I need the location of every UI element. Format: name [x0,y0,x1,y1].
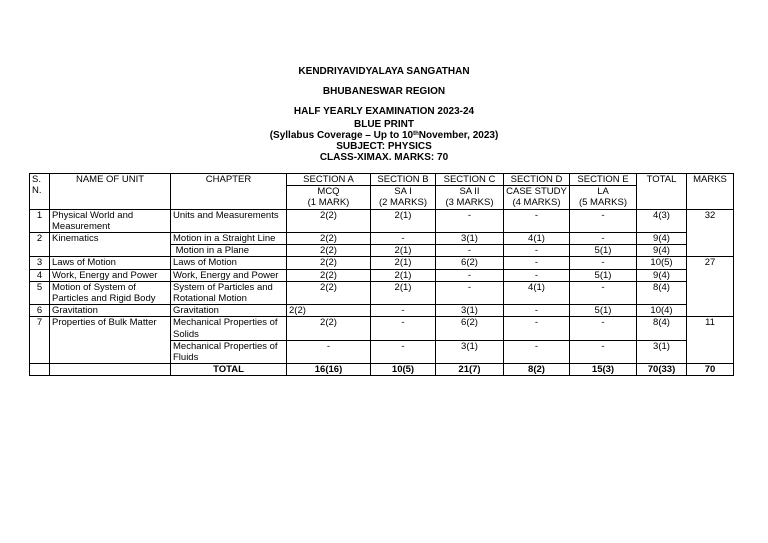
row-unit: Kinematics [50,233,171,257]
header-a-type: MCQ (1 MARK) [287,186,371,209]
row-section-c: 3(1) [436,340,504,363]
class-marks-line: CLASS-XIMAX. MARKS: 70 [319,152,449,163]
row-section-d: - [504,269,570,281]
table-row [30,281,734,304]
header-d-type: CASE STUDY (4 MARKS) [504,186,570,209]
row-total: 9(4) [637,269,687,281]
row-chapter: Gravitation [171,305,287,317]
row-unit: Motion of System of Particles and Rigid Body [50,281,171,304]
marks-group-2: 27 [687,257,734,317]
row-unit: Gravitation [50,305,171,317]
total-label: TOTAL [171,364,287,376]
row-section-c: - [436,245,504,257]
row-section-a: 2(2) [287,317,371,340]
row-unit: Properties of Bulk Matter [50,317,171,364]
row-section-e: 5(1) [570,269,637,281]
row-section-d: - [504,245,570,257]
row-section-d: 4(1) [504,281,570,304]
total-section-c: 21(7) [436,364,504,376]
row-section-b: 2(1) [371,245,436,257]
row-section-a: - [287,340,371,363]
row-section-d: - [504,305,570,317]
row-section-e: - [570,317,637,340]
header-row-sections [30,174,734,186]
header-marks: MARKS [687,174,734,210]
row-section-a: 2(2) [287,233,371,245]
total-blank-sn [30,364,50,376]
header-section-a: SECTION A [287,174,371,186]
row-chapter: Motion in a Plane [171,245,287,257]
row-section-e: - [570,340,637,363]
header-sn: S. N. [30,174,50,210]
row-section-c: 3(1) [436,305,504,317]
row-section-b: - [371,340,436,363]
row-section-d: 4(1) [504,233,570,245]
row-section-b: - [371,305,436,317]
row-unit: Physical World and Measurement [50,209,171,232]
total-section-a: 16(16) [287,364,371,376]
row-section-a: 2(2) [287,209,371,232]
region-name: BHUBANESWAR REGION [322,86,446,97]
row-section-e: - [570,281,637,304]
row-sn: 1 [30,209,50,232]
subject-line: SUBJECT: PHYSICS [336,141,432,152]
row-sn: 2 [30,233,50,257]
total-section-d: 8(2) [504,364,570,376]
row-section-a: 2(2) [287,305,371,317]
table-row [30,269,734,281]
row-section-b: 2(1) [371,209,436,232]
row-section-c: - [436,209,504,232]
row-total: 10(4) [637,305,687,317]
row-total: 3(1) [637,340,687,363]
row-chapter: Mechanical Properties of Fluids [171,340,287,363]
row-section-b: - [371,233,436,245]
row-section-c: 6(2) [436,257,504,269]
row-section-e: - [570,233,637,245]
row-section-a: 2(2) [287,245,371,257]
header-chapter: CHAPTER [171,174,287,210]
row-section-c: 3(1) [436,233,504,245]
table-row [30,209,734,232]
row-chapter: Laws of Motion [171,257,287,269]
row-section-a: 2(2) [287,269,371,281]
row-section-e: 5(1) [570,245,637,257]
row-section-a: 2(2) [287,257,371,269]
row-unit: Laws of Motion [50,257,171,269]
row-unit: Work, Energy and Power [50,269,171,281]
row-total: 8(4) [637,317,687,340]
row-section-e: - [570,257,637,269]
table-row [30,317,734,340]
row-sn: 4 [30,269,50,281]
document-header [0,66,768,163]
row-chapter: Units and Measurements [171,209,287,232]
marks-group-1: 32 [687,209,734,257]
row-chapter: Mechanical Properties of Solids [171,317,287,340]
syllabus-coverage: (Syllabus Coverage – Up to 10thNovember, 2023) [269,130,499,141]
marks-group-3: 11 [687,317,734,364]
table-row [30,305,734,317]
row-section-c: - [436,269,504,281]
row-total: 9(4) [637,233,687,245]
table-row [30,257,734,269]
total-marks: 70 [687,364,734,376]
total-row [30,364,734,376]
header-c-type: SA II (3 MARKS) [436,186,504,209]
header-unit: NAME OF UNIT [50,174,171,210]
header-b-type: SA I (2 MARKS) [371,186,436,209]
row-section-e: 5(1) [570,305,637,317]
row-total: 4(3) [637,209,687,232]
header-section-e: SECTION E [570,174,637,186]
row-section-d: - [504,340,570,363]
row-section-b: 2(1) [371,257,436,269]
row-section-e: - [570,209,637,232]
header-section-c: SECTION C [436,174,504,186]
row-total: 9(4) [637,245,687,257]
row-chapter: Work, Energy and Power [171,269,287,281]
exam-title: HALF YEARLY EXAMINATION 2023-24 [293,106,475,117]
total-blank-unit [50,364,171,376]
row-section-d: - [504,317,570,340]
row-total: 8(4) [637,281,687,304]
row-section-d: - [504,257,570,269]
row-section-a: 2(2) [287,281,371,304]
total-section-b: 10(5) [371,364,436,376]
row-sn: 3 [30,257,50,269]
row-section-b: 2(1) [371,281,436,304]
row-sn: 5 [30,281,50,304]
row-section-d: - [504,209,570,232]
row-section-c: - [436,281,504,304]
org-name: KENDRIYAVIDYALAYA SANGATHAN [298,66,470,77]
blueprint-table [29,173,734,376]
row-section-b: 2(1) [371,269,436,281]
total-total: 70(33) [637,364,687,376]
row-sn: 7 [30,317,50,364]
row-section-b: - [371,317,436,340]
header-e-type: LA (5 MARKS) [570,186,637,209]
blueprint-title: BLUE PRINT [354,119,414,130]
row-chapter: System of Particles and Rotational Motion [171,281,287,304]
total-section-e: 15(3) [570,364,637,376]
row-section-c: 6(2) [436,317,504,340]
row-sn: 6 [30,305,50,317]
table-row [30,233,734,245]
header-section-d: SECTION D [504,174,570,186]
header-section-b: SECTION B [371,174,436,186]
row-chapter: Motion in a Straight Line [171,233,287,245]
header-total: TOTAL [637,174,687,210]
row-total: 10(5) [637,257,687,269]
